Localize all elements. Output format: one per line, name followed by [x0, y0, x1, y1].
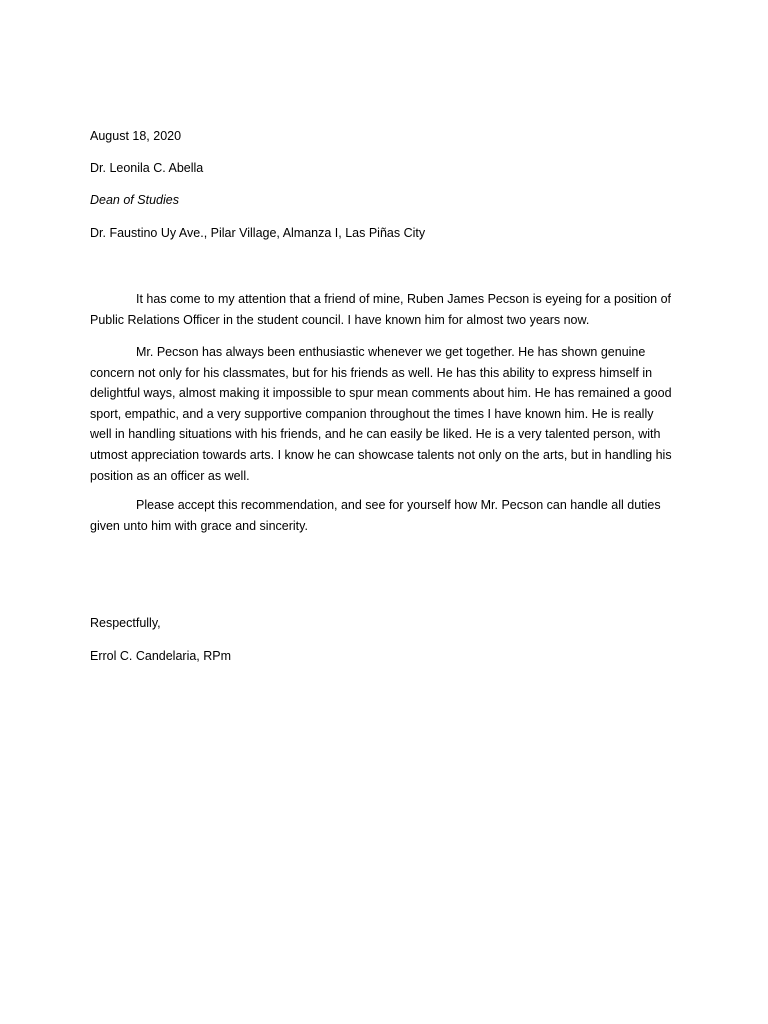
recipient-address: Dr. Faustino Uy Ave., Pilar Village, Almanza I, Las Piñas City [90, 226, 426, 240]
body-paragraph-3: Please accept this recommendation, and see for yourself how Mr. Pecson can handle all duties given unto him with grace and sincerity. [90, 498, 661, 533]
signature-name: Errol C. Candelaria, RPm [90, 649, 232, 663]
recipient-title: Dean of Studies [90, 193, 179, 207]
recipient-name: Dr. Leonila C. Abella [90, 161, 204, 175]
letter-date: August 18, 2020 [90, 129, 182, 143]
body-paragraph-2: Mr. Pecson has always been enthusiastic whenever we get together. He has shown genuine concern not only for his classmates, but for his friends as well. He has this ability to express himself in delightful ways, almost making it impossible to spur mean comments about him. He has remained a good sport, empathic, and a very supportive companion throughout the times I have known him. He is really well in handling situations with his friends, and he can easily be liked. He is a very talented person, with utmost appreciation towards arts. I know he can showcase talents not only on the arts, but in handling his position as an officer as well. [90, 345, 672, 483]
body-paragraph-1: It has come to my attention that a friend of mine, Ruben James Pecson is eyeing for a position of Public Relations Officer in the student council. I have known him for almost two years now. [90, 292, 672, 327]
closing: Respectfully, [90, 616, 161, 630]
